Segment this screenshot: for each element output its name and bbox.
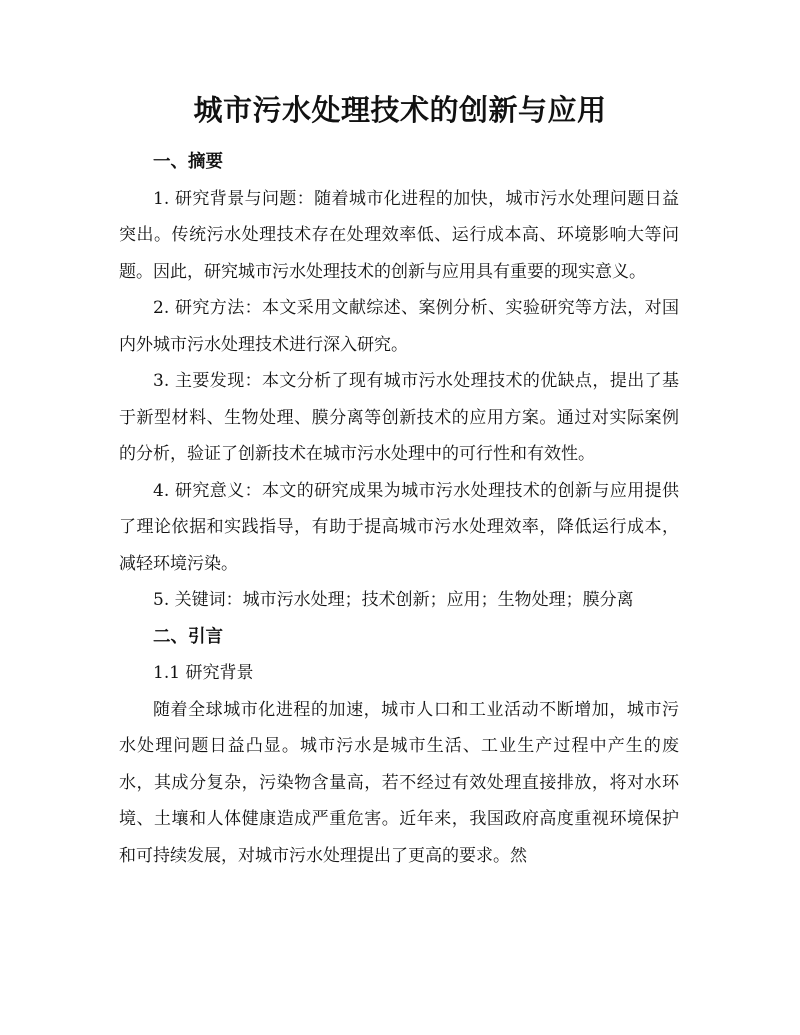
abstract-paragraph-1: 1. 研究背景与问题：随着城市化进程的加快，城市污水处理问题日益突出。传统污水处理技术存在处理效率低、运行成本高、环境影响大等问题。因此，研究城市污水处理技术的创新与应用具有重要的现实意义。 xyxy=(119,188,679,282)
abstract-paragraph-2: 2. 研究方法：本文采用文献综述、案例分析、实验研究等方法，对国内外城市污水处理技术进行深入研究。 xyxy=(119,298,679,355)
abstract-paragraph-4: 4. 研究意义：本文的研究成果为城市污水处理技术的创新与应用提供了理论依据和实践指导，有助于提高城市污水处理效率，降低运行成本，减轻环境污染。 xyxy=(119,480,679,574)
section-heading-abstract: 一、摘要 xyxy=(153,152,223,172)
abstract-keywords: 5. 关键词：城市污水处理；技术创新；应用；生物处理；膜分离 xyxy=(153,590,634,610)
abstract-paragraph-3: 3. 主要发现：本文分析了现有城市污水处理技术的优缺点，提出了基于新型材料、生物处理、膜分离等创新技术的应用方案。通过对实际案例的分析，验证了创新技术在城市污水处理中的可行性和有效性。 xyxy=(119,371,679,464)
section-heading-introduction: 二、引言 xyxy=(153,626,223,647)
document-title: 城市污水处理技术的创新与应用 xyxy=(193,93,607,127)
introduction-paragraph-1: 随着全球城市化进程的加速，城市人口和工业活动不断增加，城市污水处理问题日益凸显。城市污水是城市生活、工业生产过程中产生的废水，其成分复杂，污染物含量高，若不经过有效处理直接排放，将对水环境、土壤和人体健康造成严重危害。近年来，我国政府高度重视环境保护和可持续发展，对城市污水处理提出了更高的要求。然 xyxy=(119,699,679,866)
subsection-heading-background: 1.1 研究背景 xyxy=(153,663,254,683)
document-body xyxy=(119,144,679,874)
